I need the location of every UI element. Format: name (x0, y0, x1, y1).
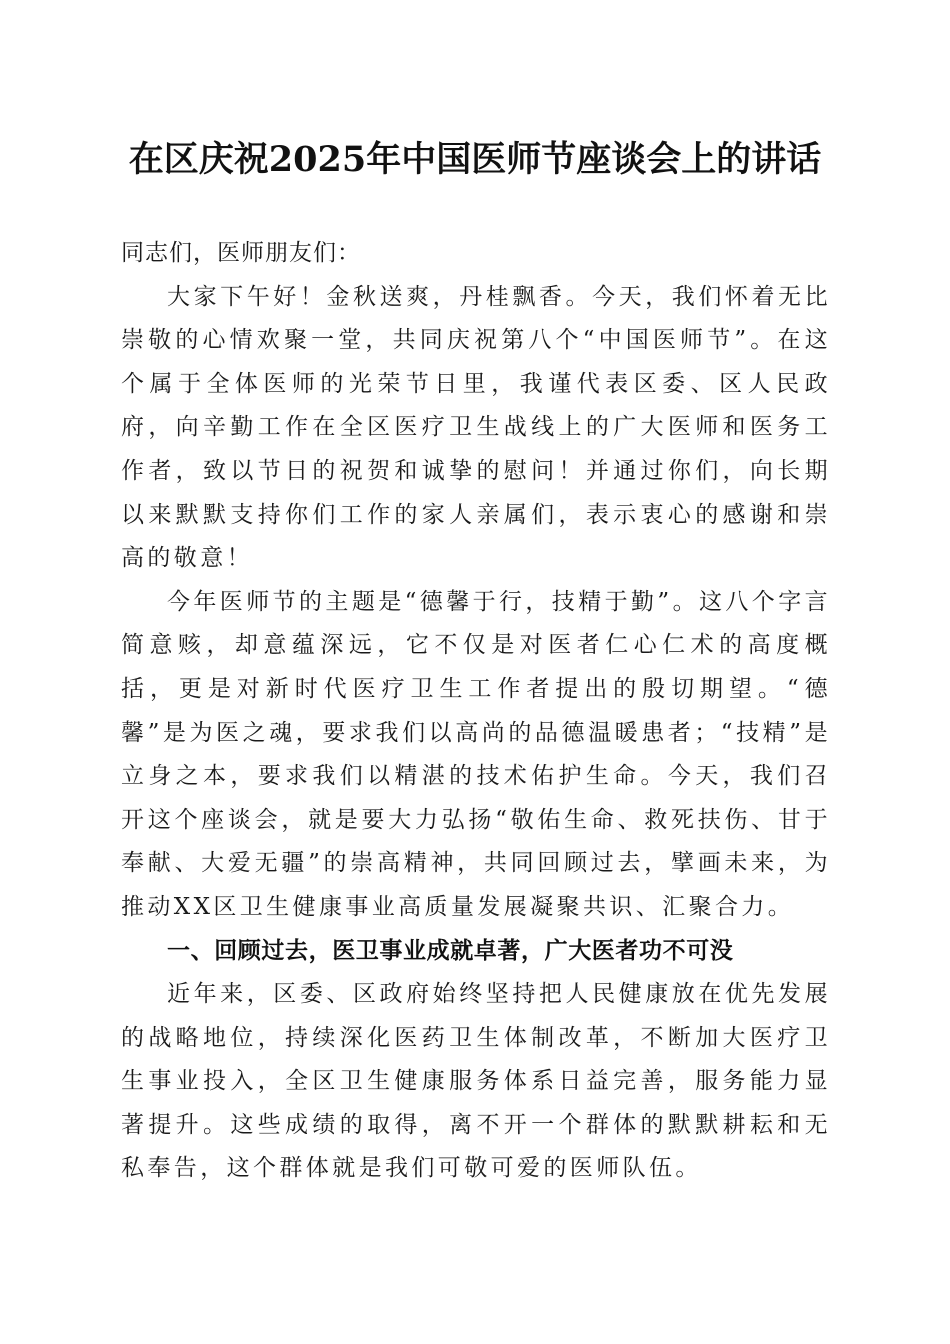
paragraph-theme: 今年医师节的主题是“德馨于行，技精于勤”。这八个字言简意赅，却意蕴深远，它不仅是对医者仁心仁术的高度概括，更是对新时代医疗卫生工作者提出的殷切期望。“德馨”是为医之魂，要求我们以高尚的品德温暖患者；“技精”是立身之本，要求我们以精湛的技术佑护生命。今天，我们召开这个座谈会，就是要大力弘扬“敬佑生命、救死扶伤、甘于奉献、大爱无疆”的崇高精神，共同回顾过去，擘画未来，为推动XX区卫生健康事业高质量发展凝聚共识、汇聚合力。 (121, 588, 831, 920)
paragraph-section-1: 近年来，区委、区政府始终坚持把人民健康放在优先发展的战略地位，持续深化医药卫生体制改革，不断加大医疗卫生事业投入，全区卫生健康服务体系日益完善，服务能力显著提升。这些成绩的取得，离不开一个群体的默默耕耘和无私奉告，这个群体就是我们可敬可爱的医师队伍。 (121, 981, 831, 1182)
document-body (121, 232, 831, 1191)
document-title: 在区庆祝2025年中国医师节座谈会上的讲话 (128, 139, 822, 180)
section-heading: 一、回顾过去，医卫事业成就卓著，广大医者功不可没 (167, 937, 734, 964)
paragraph-opening: 大家下午好！金秋送爽，丹桂飘香。今天，我们怀着无比崇敬的心情欢聚一堂，共同庆祝第八个“中国医师节”。在这个属于全体医师的光荣节日里，我谨代表区委、区人民政府，向辛勤工作在全区医疗卫生战线上的广大医师和医务工作者，致以节日的祝贺和诚挚的慰问！并通过你们，向长期以来默默支持你们工作的家人亲属们，表示衷心的感谢和崇高的敬意！ (121, 283, 831, 572)
greeting: 同志们，医师朋友们： (121, 240, 361, 266)
